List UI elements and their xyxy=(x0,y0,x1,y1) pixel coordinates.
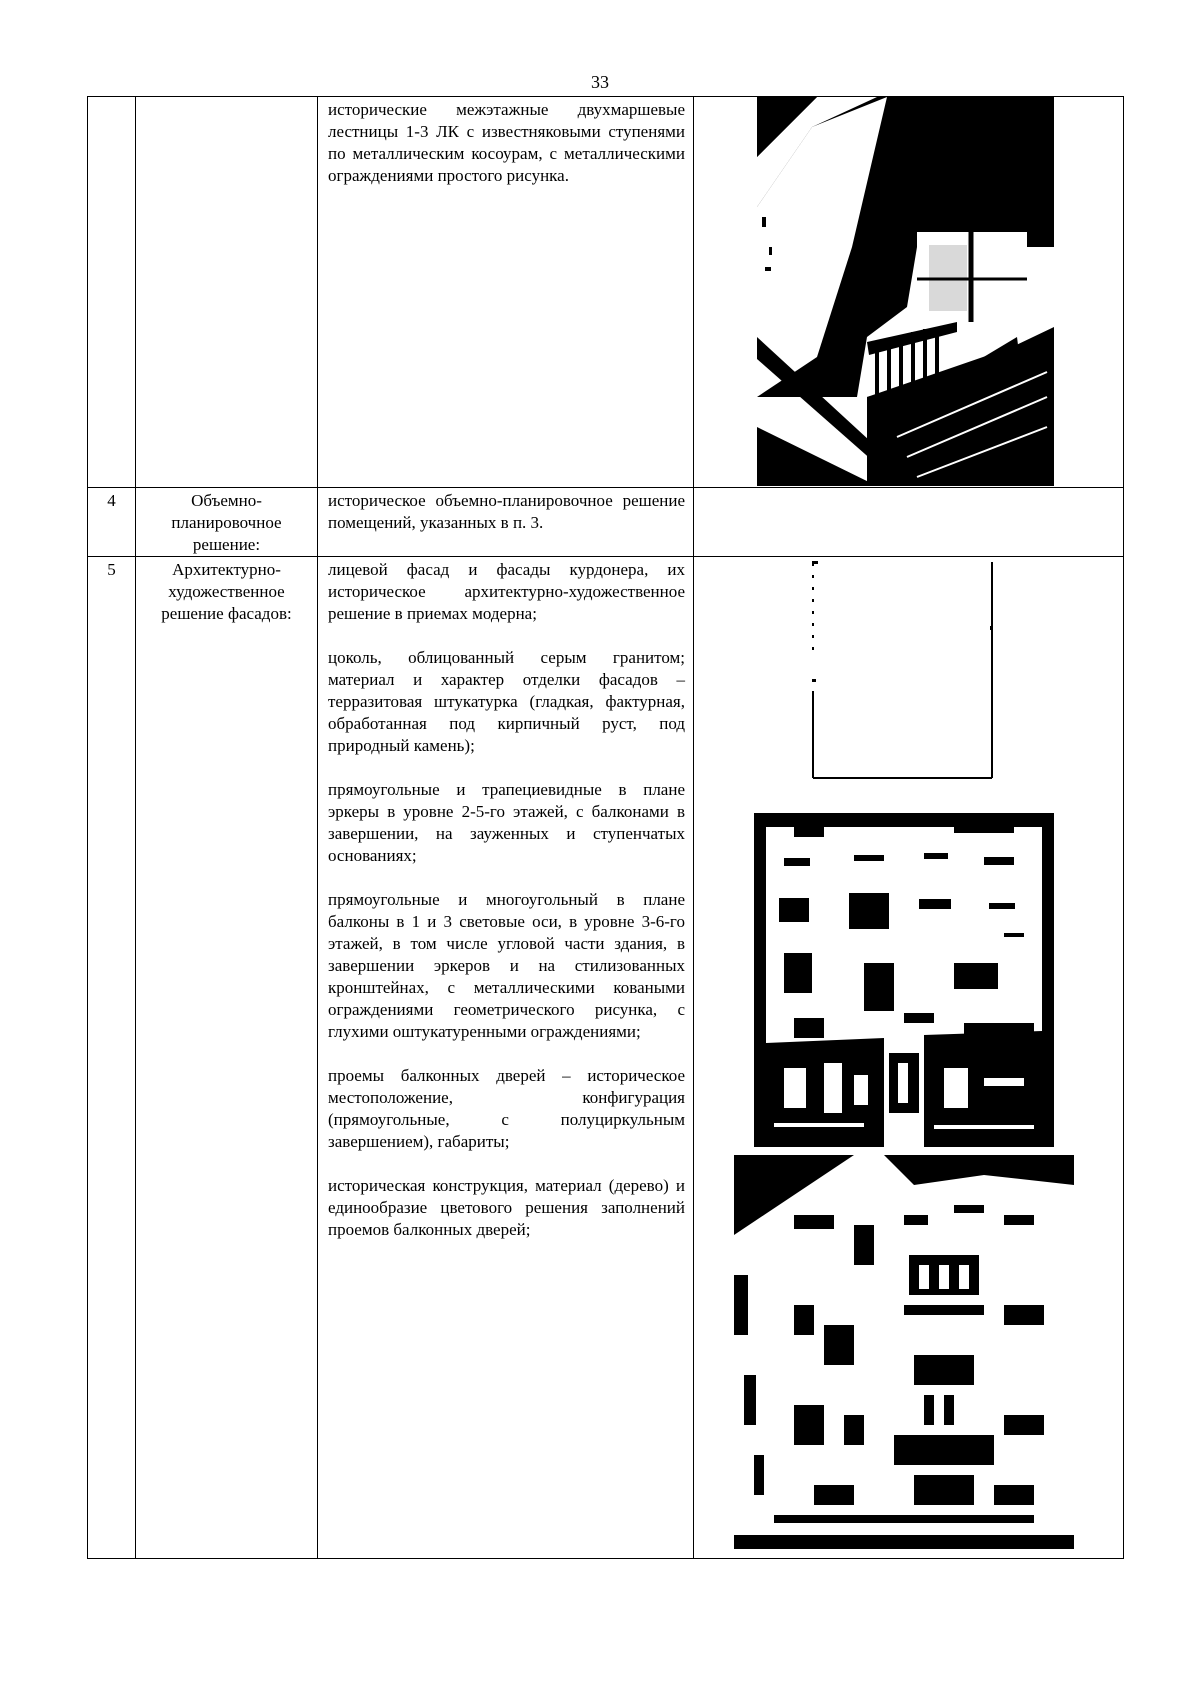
row-image-cell xyxy=(694,488,1124,557)
description-paragraph: цоколь, облицованный серым гранитом; материал и характер отделки фасадов – терразитовая штукатурка (гладкая, фактурная, обработанная под кирпичный руст, под природный камень); xyxy=(328,648,685,755)
table-row xyxy=(88,488,1124,557)
facade-photo-blank xyxy=(812,561,994,779)
row-description-cell xyxy=(318,488,694,557)
table-row xyxy=(88,97,1124,488)
description-paragraph: историческая конструкция, материал (дерево) и единообразие цветового решения заполнений проемов балконных дверей; xyxy=(328,1176,685,1239)
row-image-cell xyxy=(694,97,1124,488)
row-name-cell xyxy=(136,97,318,488)
heritage-table xyxy=(87,96,1124,1559)
row-number-cell xyxy=(88,97,136,488)
facade-photo-2 xyxy=(734,1155,1074,1549)
page-number: 33 xyxy=(591,72,609,92)
description-paragraph: историческое объемно-планировочное решение помещений, указанных в п. 3. xyxy=(328,491,685,532)
facade-photo-1 xyxy=(754,813,1054,1147)
row-description-cell xyxy=(318,557,694,1559)
description-paragraph: исторические межэтажные двухмаршевые лестницы 1-3 ЛК с известняковыми ступенями по металлическим косоурам, с металлическими ограждениями простого рисунка. xyxy=(328,100,685,185)
description-paragraph: прямоугольные и многоугольный в плане балконы в 1 и 3 световые оси, в уровне 3-6-го этажей, в том числе угловой части здания, в завершении эркеров и на стилизованных кронштейнах, с металлическими коваными ограждениями геометрического рисунка, с глухими оштукатуренными ограждениями; xyxy=(328,890,685,1041)
row-number-cell: 4 xyxy=(88,488,136,557)
row-description-cell xyxy=(318,97,694,488)
row-number-cell: 5 xyxy=(88,557,136,1559)
staircase-photo xyxy=(757,97,1054,486)
description-paragraph: прямоугольные и трапециевидные в плане эркеры в уровне 2-5-го этажей, с балконами в завершении, на зауженных и ступенчатых основаниях; xyxy=(328,780,685,865)
row-image-cell xyxy=(694,557,1124,1559)
row-name-cell: Объемно-планировочное решение: xyxy=(136,488,318,557)
description-paragraph: лицевой фасад и фасады курдонера, их историческое архитектурно-художественное решение в приемах модерна; xyxy=(328,560,685,623)
row-name-cell: Архитектурно-художественное решение фасадов: xyxy=(136,557,318,1559)
description-paragraph: проемы балконных дверей – историческое местоположение, конфигурация (прямоугольные, с полуциркульным завершением), габариты; xyxy=(328,1066,685,1151)
table-row xyxy=(88,557,1124,1559)
